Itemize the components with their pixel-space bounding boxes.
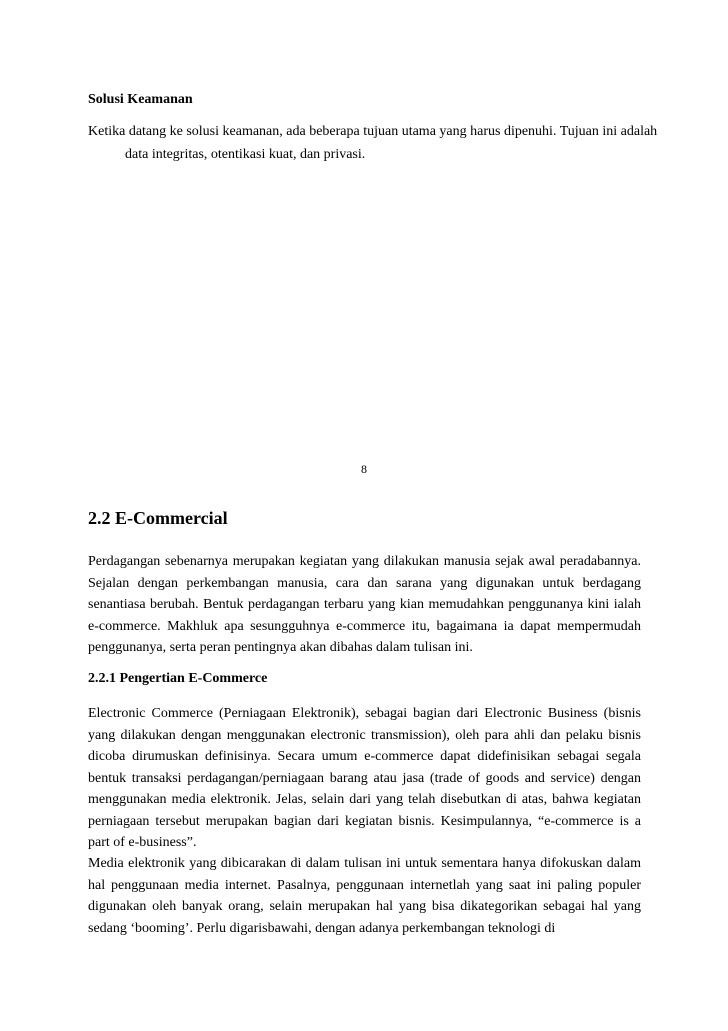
subsection-heading-pengertian: 2.2.1 Pengertian E-Commerce	[88, 671, 268, 686]
page-number: 8	[361, 462, 367, 476]
section-heading-solusi-keamanan: Solusi Keamanan	[88, 92, 193, 107]
security-solution-paragraph: Ketika datang ke solusi keamanan, ada beberapa tujuan utama yang harus dipenuhi. Tujuan ini adalah data integritas, otentikasi kuat, dan privasi.	[88, 124, 658, 162]
definition-paragraph: Electronic Commerce (Perniagaan Elektronik), sebagai bagian dari Electronic Business (bisnis yang dilakukan dengan menggunakan electronic transmission), oleh para ahli dan pelaku bisnis dicoba dirumuskan definisinya. Secara umum e-commerce dapat didefinisikan sebagai segala bentuk transaksi perdagangan/perniagaan barang atau jasa (trade of goods and service) dengan menggunakan media elektronik. Jelas, selain dari yang telah disebutkan di atas, bahwa kegiatan perniagaan tersebut merupakan bagian dari kegiatan bisnis. Kesimpulannya, “e-commerce is a part of e-business”.	[88, 706, 641, 850]
intro-paragraph: Perdagangan sebenarnya merupakan kegiatan yang dilakukan manusia sejak awal peradabannya. Sejalan dengan perkembangan manusia, cara dan sarana yang digunakan untuk berdagang senantiasa berubah. Bentuk perdagangan terbaru yang kian memudahkan penggunanya kini ialah e-commerce. Makhluk apa sesungguhnya e-commerce itu, bagaimana ia dapat mempermudah penggunanya, serta peran pentingnya akan dibahas dalam tulisan ini.	[88, 554, 641, 655]
section-heading-e-commercial: 2.2 E-Commercial	[88, 508, 228, 528]
media-paragraph: Media elektronik yang dibicarakan di dalam tulisan ini untuk sementara hanya difokuskan dalam hal penggunaan media internet. Pasalnya, penggunaan internetlah yang saat ini paling populer digunakan oleh banyak orang, selain merupakan hal yang bisa dikategorikan sebagai hal yang sedang ‘booming’. Perlu digarisbawahi, dengan adanya perkembangan teknologi di	[88, 856, 641, 936]
